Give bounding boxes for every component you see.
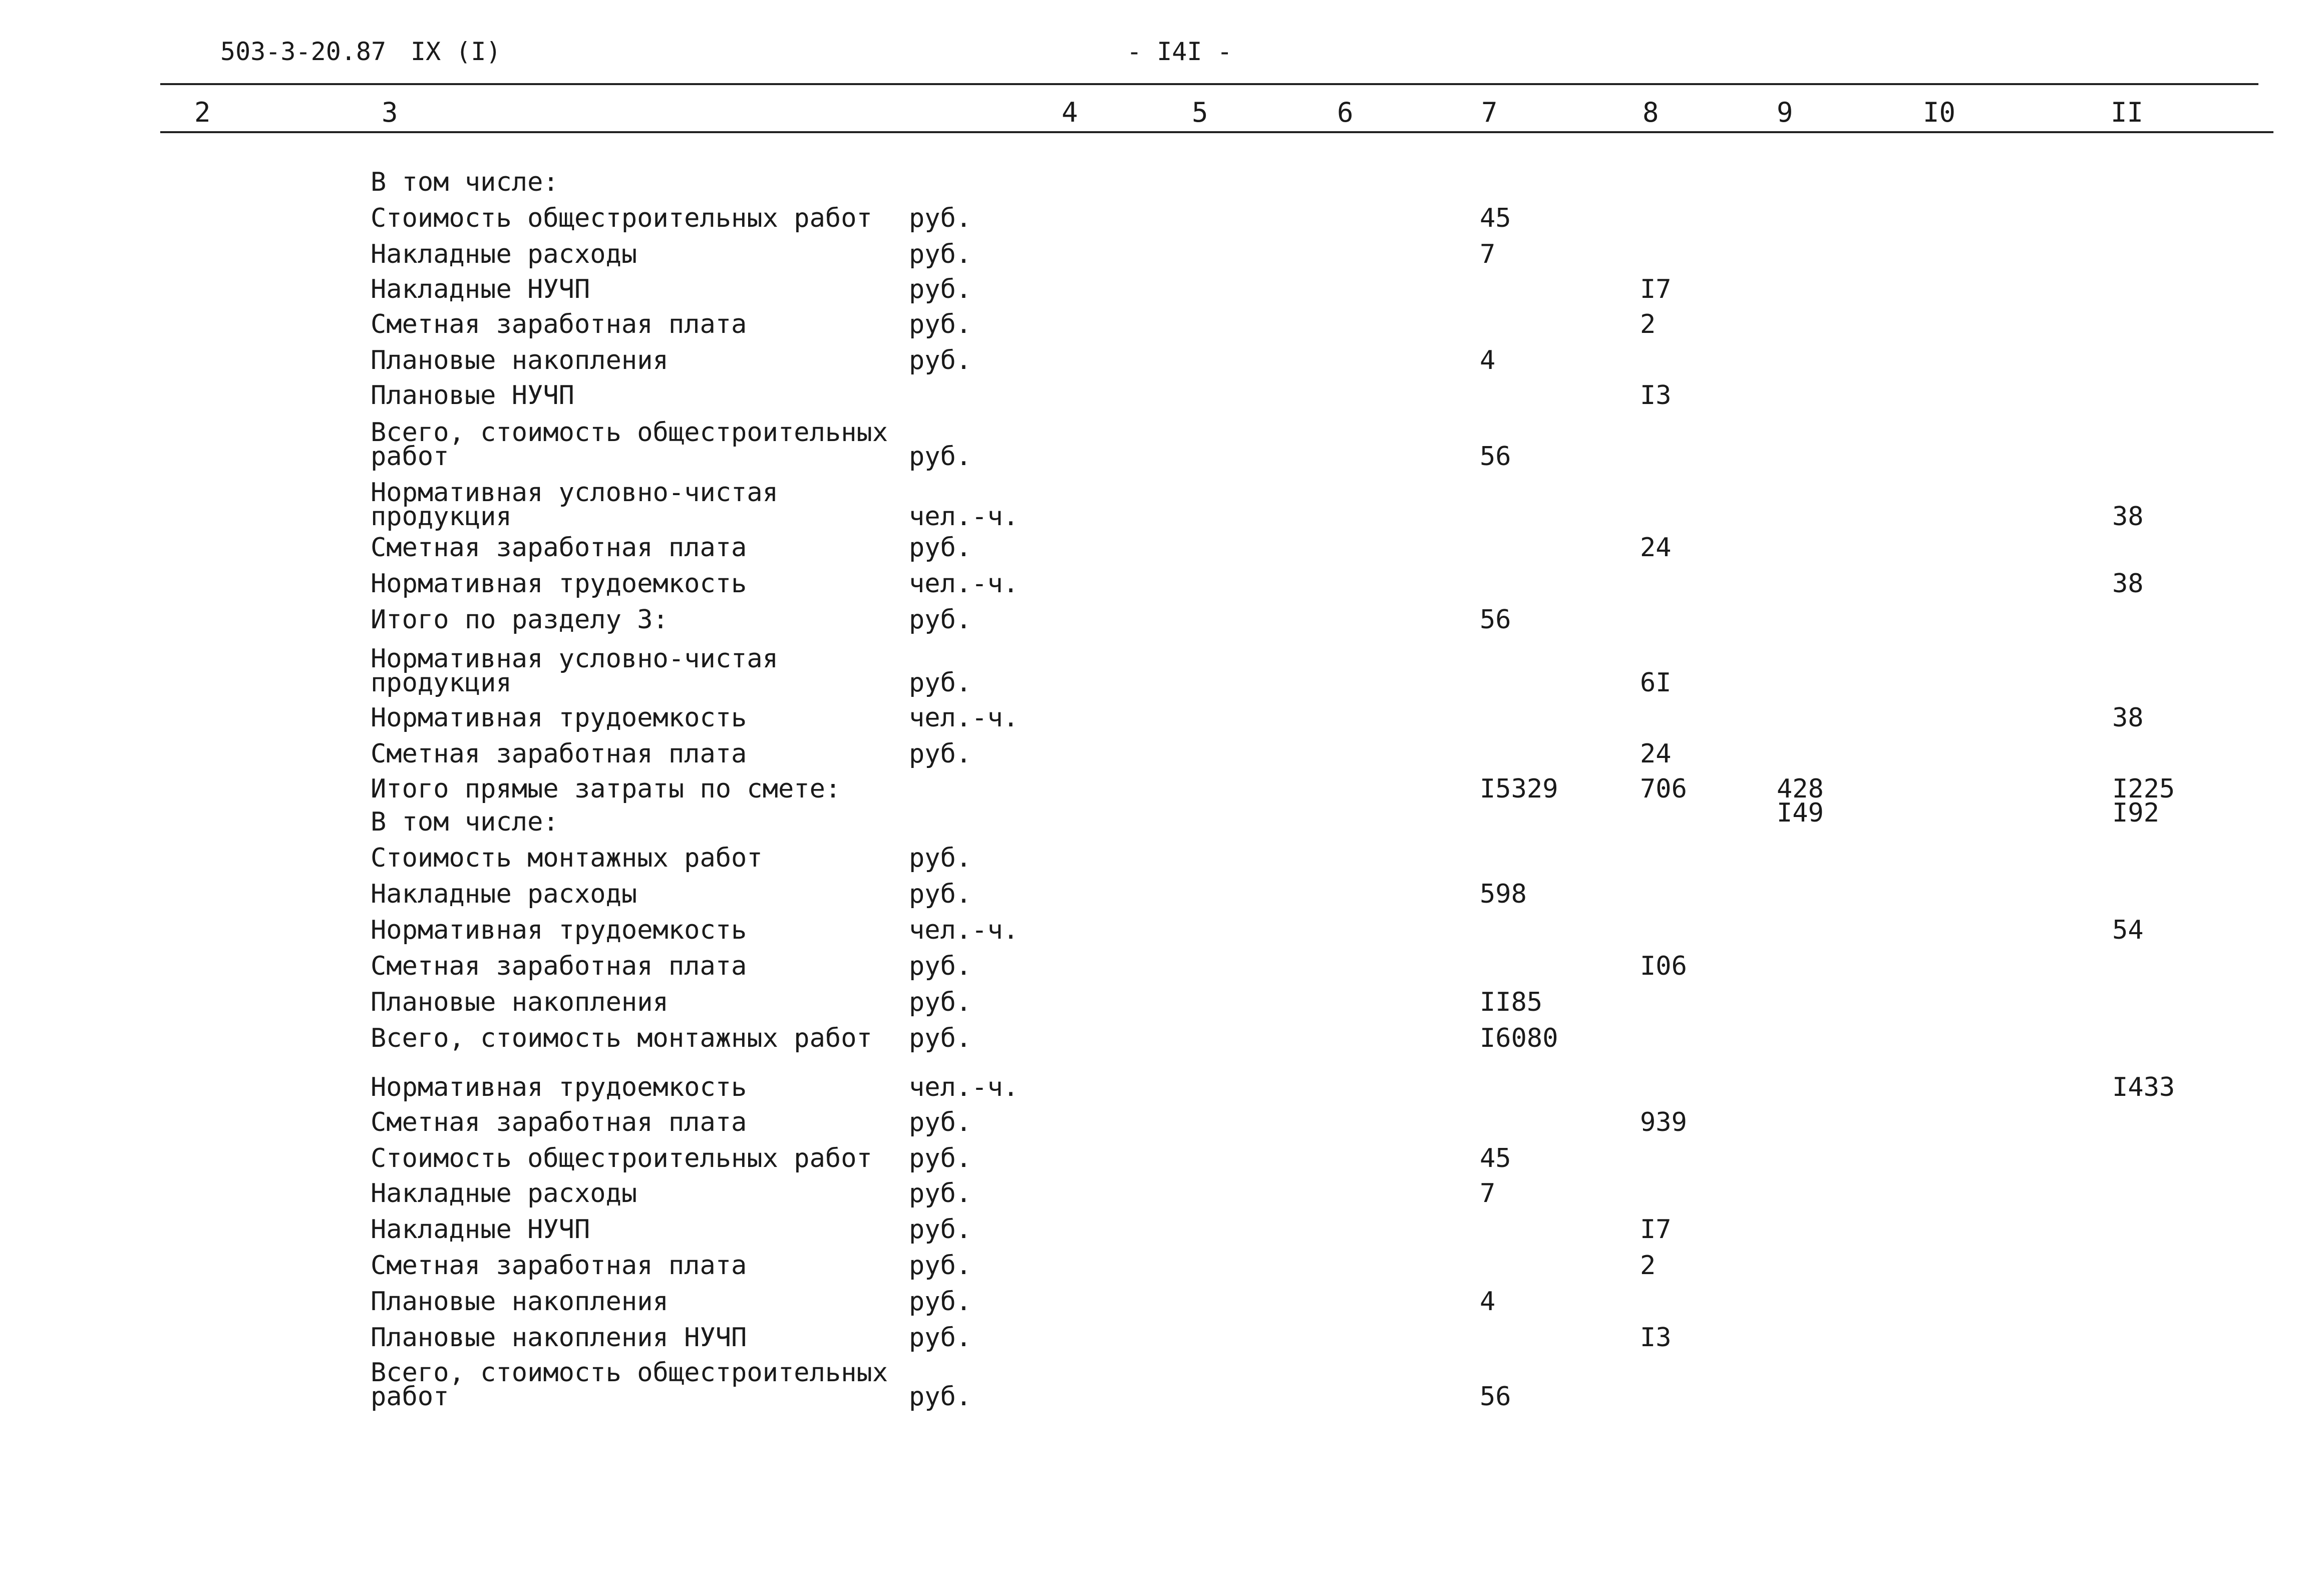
col-8-value: I3 [1640,1323,1672,1353]
row-unit: руб. [909,668,972,698]
row-unit: руб. [909,739,972,769]
col-11-value: 54 [2112,915,2144,945]
col-8-value: I7 [1640,1215,1672,1245]
col-7-value: 45 [1480,1143,1511,1173]
row-label: Нормативная трудоемкость [371,1072,747,1102]
col-8-value: 2 [1640,1251,1656,1281]
col-7-value: 7 [1480,1178,1496,1209]
row-unit: руб. [909,843,972,873]
document-code: 503-3-20.87 [220,37,387,66]
row-label: Сметная заработная плата [371,1107,747,1137]
col-7-value: II85 [1480,987,1543,1017]
row-unit: чел.-ч. [909,502,1019,532]
column-number-6: 7 [1481,97,1498,128]
row-label: Накладные расходы [371,1178,637,1209]
row-label: Нормативная трудоемкость [371,569,747,599]
row-label: Накладные расходы [371,239,637,269]
row-unit: руб. [909,1215,972,1245]
row-label: Плановые накопления [371,345,669,375]
row-unit: руб. [909,309,972,339]
row-label: Стоимость общестроительных работ [371,203,872,233]
row-unit: руб. [909,1178,972,1209]
col-7-value: 4 [1480,1287,1496,1317]
row-unit: руб. [909,1023,972,1053]
col-7-value: 598 [1480,879,1527,909]
column-number-3: 4 [1062,97,1078,128]
row-unit: руб. [909,951,972,981]
row-label: Всего, стоимость монтажных работ [371,1023,872,1053]
row-label: В том числе: [371,807,559,837]
row-unit: чел.-ч. [909,703,1019,733]
row-label: Стоимость монтажных работ [371,843,763,873]
header-bottom-rule [160,131,2273,133]
row-unit: руб. [909,533,972,563]
col-8-value: 706 [1640,774,1687,804]
col-8-value: 939 [1640,1107,1687,1137]
row-label: Итого по разделу 3: [371,605,669,635]
col-8-value: 24 [1640,533,1672,563]
col-8-value: 6I [1640,668,1672,698]
row-unit: руб. [909,879,972,909]
column-number-2: 3 [382,97,398,128]
col-8-value: I3 [1640,380,1672,411]
col-7-value: I5329 [1480,774,1558,804]
row-label: Нормативная условно-чистая продукция [371,478,778,532]
col-11-value: I225 I92 [2112,774,2175,828]
row-label: Накладные расходы [371,879,637,909]
col-8-value: I06 [1640,951,1687,981]
row-label: Нормативная условно-чистая продукция [371,644,778,698]
row-unit: чел.-ч. [909,1072,1019,1102]
row-unit: руб. [909,203,972,233]
col-7-value: 56 [1480,1382,1511,1412]
column-number-5: 6 [1337,97,1354,128]
row-label: Итого прямые затраты по смете: [371,774,841,804]
column-number-10: II [2111,97,2144,128]
col-8-value: 24 [1640,739,1672,769]
column-number-9: I0 [1923,97,1956,128]
row-unit: руб. [909,239,972,269]
row-label: Плановые накопления [371,1287,669,1317]
row-unit: руб. [909,274,972,304]
row-unit: руб. [909,1251,972,1281]
col-7-value: I6080 [1480,1023,1558,1053]
row-label: Нормативная трудоемкость [371,915,747,945]
row-label: Стоимость общестроительных работ [371,1143,872,1173]
row-unit: руб. [909,1323,972,1353]
row-label: В том числе: [371,167,559,197]
row-unit: руб. [909,987,972,1017]
row-label: Сметная заработная плата [371,1251,747,1281]
row-label: Плановые накопления НУЧП [371,1323,747,1353]
row-unit: руб. [909,605,972,635]
col-8-value: 2 [1640,309,1656,339]
row-label: Нормативная трудоемкость [371,703,747,733]
col-11-value: 38 [2112,569,2144,599]
row-unit: руб. [909,442,972,472]
col-7-value: 4 [1480,345,1496,375]
row-label: Сметная заработная плата [371,309,747,339]
row-unit: чел.-ч. [909,569,1019,599]
row-label: Накладные НУЧП [371,1215,590,1245]
row-unit: руб. [909,1287,972,1317]
col-9-value: 428 I49 [1777,774,1824,828]
row-label: Всего, стоимость общестроительных работ [371,418,888,472]
row-unit: руб. [909,345,972,375]
row-label: Всего, стоимость общестроительных работ [371,1358,888,1412]
row-unit: руб. [909,1143,972,1173]
col-11-value: 38 [2112,703,2144,733]
row-label: Сметная заработная плата [371,533,747,563]
row-unit: руб. [909,1382,972,1412]
row-label: Плановые накопления [371,987,669,1017]
column-number-7: 8 [1642,97,1659,128]
top-rule [160,83,2258,85]
column-number-8: 9 [1777,97,1793,128]
row-unit: руб. [909,1107,972,1137]
col-7-value: 7 [1480,239,1496,269]
col-11-value: I433 [2112,1072,2175,1102]
col-11-value: 38 [2112,502,2144,532]
row-unit: чел.-ч. [909,915,1019,945]
column-number-1: 2 [194,97,211,128]
col-8-value: I7 [1640,274,1672,304]
col-7-value: 45 [1480,203,1511,233]
page-number: - I4I - [1127,37,1232,66]
row-label: Накладные НУЧП [371,274,590,304]
col-7-value: 56 [1480,605,1511,635]
column-number-4: 5 [1192,97,1208,128]
section-code: IX (I) [411,37,501,66]
col-7-value: 56 [1480,442,1511,472]
row-label: Сметная заработная плата [371,951,747,981]
row-label: Сметная заработная плата [371,739,747,769]
row-label: Плановые НУЧП [371,380,574,411]
